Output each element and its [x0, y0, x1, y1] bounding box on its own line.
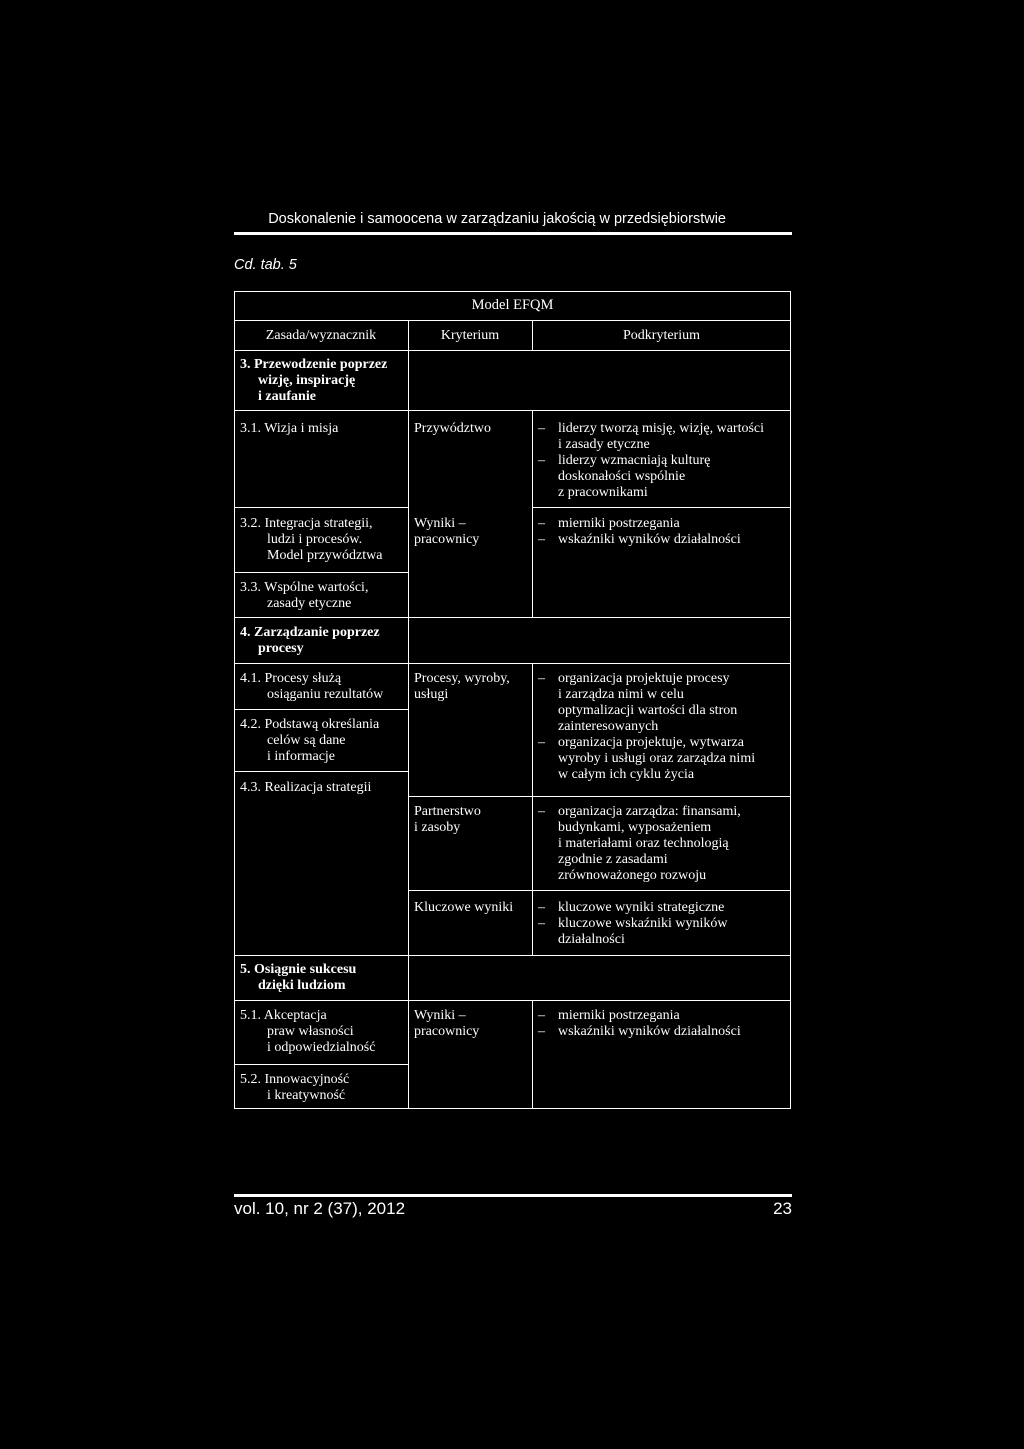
cell-line: 4. Zarządzanie poprzez — [240, 625, 380, 640]
criterion-processes — [414, 671, 510, 703]
cell-line: praw własności — [267, 1024, 354, 1039]
cell-line: Procesy, wyroby, — [414, 671, 510, 686]
list-item: – kluczowe wskaźniki wyników — [538, 916, 728, 932]
col-header-podkryterium: Podkryterium — [623, 328, 700, 343]
list-item-cont: doskonałości wspólnie — [558, 469, 686, 484]
cell-line: Partnerstwo — [414, 804, 481, 819]
cell-line: 5. Osiągnie sukcesu — [240, 962, 357, 977]
table-border-top — [234, 291, 791, 292]
criterion-results-people — [414, 516, 479, 548]
page-number: 23 — [773, 1199, 792, 1218]
table-rule — [234, 350, 791, 351]
cell-line: pracownicy — [414, 1024, 480, 1039]
subcriterion-4-2 — [538, 804, 741, 884]
principle-4-2 — [240, 717, 379, 765]
cell-line: Przywództwo — [414, 421, 491, 436]
list-item-cont: z pracownikami — [558, 485, 648, 500]
cell-line: celów są dane — [267, 733, 346, 748]
footer-rule — [234, 1194, 792, 1197]
table-rule — [408, 796, 791, 797]
subcriterion-4-1 — [538, 671, 755, 783]
cell-line: procesy — [258, 641, 304, 656]
list-item-cont: wyroby i usługi oraz zarządza nimi — [558, 751, 756, 766]
principle-5 — [240, 962, 356, 994]
cell-line: 4.1. Procesy służą — [240, 671, 342, 686]
table-border-left — [234, 291, 235, 1109]
list-item-cont: działalności — [558, 932, 625, 947]
table-col-divider — [532, 663, 533, 955]
footer-volume: vol. 10, nr 2 (37), 2012 — [234, 1199, 406, 1218]
cell-line: osiąganiu rezultatów — [267, 687, 384, 702]
cell-line: i informacje — [267, 749, 336, 764]
list-item-cont: i zasady etyczne — [558, 437, 650, 452]
cell-line: 5.2. Innowacyjność — [240, 1072, 350, 1087]
list-item-cont: zainteresowanych — [558, 719, 659, 734]
cell-line: dzięki ludziom — [258, 978, 346, 993]
subcriterion-4-3 — [538, 900, 728, 948]
principle-3-2 — [240, 516, 382, 564]
principle-4-1 — [240, 671, 383, 703]
table-title: Model EFQM — [471, 297, 554, 313]
table-rule — [234, 572, 408, 573]
subcriterion-5-1 — [538, 1008, 741, 1040]
table-border-right — [790, 291, 791, 1109]
cell-line: Kluczowe wyniki — [414, 900, 514, 915]
cell-line: 3.2. Integracja strategii, — [240, 516, 373, 531]
table-rule — [234, 320, 791, 321]
table-col-divider — [532, 410, 533, 617]
cell-line: i zaufanie — [258, 389, 316, 404]
table-continuation-label: Cd. tab. 5 — [234, 257, 297, 273]
table-rule — [532, 507, 791, 508]
running-header: Doskonalenie i samoocena w zarządzaniu jakością w przedsiębiorstwie — [268, 211, 726, 227]
table-rule — [234, 507, 408, 508]
cell-line: Model przywództwa — [267, 548, 383, 563]
cell-line: usługi — [414, 687, 449, 702]
cell-line: 3.3. Wspólne wartości, — [240, 580, 369, 595]
list-item-cont: zrównoważonego rozwoju — [558, 868, 707, 883]
table-rule — [234, 955, 791, 956]
list-item: – wskaźniki wyników działalności — [538, 532, 741, 548]
criterion-leadership — [414, 421, 491, 437]
list-item: – organizacja projektuje, wytwarza — [538, 735, 755, 751]
cell-line: 3.1. Wizja i misja — [240, 421, 339, 436]
list-item: – organizacja projektuje procesy — [538, 671, 755, 687]
cell-line: Wyniki – — [414, 516, 466, 531]
list-item: – mierniki postrzegania — [538, 516, 741, 532]
subcriterion-3-2 — [538, 516, 741, 548]
table-rule — [234, 1000, 791, 1001]
cell-line: i zasoby — [414, 820, 461, 835]
table-rule — [234, 771, 408, 772]
list-item: – organizacja zarządza: finansami, — [538, 804, 741, 820]
list-item: – mierniki postrzegania — [538, 1008, 741, 1024]
criterion-partnership — [414, 804, 481, 836]
list-item: – liderzy wzmacniają kulturę — [538, 453, 764, 469]
table-rule — [234, 663, 791, 664]
principle-3 — [240, 357, 387, 405]
list-item: – wskaźniki wyników działalności — [538, 1024, 741, 1040]
principle-4-3 — [240, 780, 371, 796]
table-rule — [234, 617, 791, 618]
table-rule — [234, 410, 791, 411]
list-item-cont: zgodnie z zasadami — [558, 852, 668, 867]
principle-3-3 — [240, 580, 368, 612]
list-item-cont: i materiałami oraz technologią — [558, 836, 729, 851]
cell-line: i kreatywność — [267, 1088, 346, 1103]
cell-line: pracownicy — [414, 532, 480, 547]
table-border-bottom — [234, 1108, 791, 1109]
cell-line: 4.2. Podstawą określania — [240, 717, 380, 732]
cell-line: wizję, inspirację — [258, 373, 356, 388]
list-item: – liderzy tworzą misję, wizję, wartości — [538, 421, 764, 437]
table-rule — [234, 709, 408, 710]
table-col-divider — [408, 320, 409, 1109]
col-header-zasada: Zasada/wyznacznik — [265, 328, 377, 343]
cell-line: 5.1. Akceptacja — [240, 1008, 327, 1023]
col-header-kryterium: Kryterium — [440, 328, 500, 343]
list-item: – kluczowe wyniki strategiczne — [538, 900, 728, 916]
principle-3-1 — [240, 421, 338, 437]
criterion-key-results — [414, 900, 513, 916]
table-rule — [408, 890, 791, 891]
list-item-cont: optymalizacji wartości dla stron — [558, 703, 738, 718]
cell-line: 3. Przewodzenie poprzez — [240, 357, 388, 372]
table-rule — [234, 1064, 408, 1065]
principle-5-2 — [240, 1072, 349, 1104]
cell-line: ludzi i procesów. — [267, 532, 363, 547]
table-col-divider — [532, 1000, 533, 1108]
header-rule — [234, 232, 792, 235]
cell-line: i odpowiedzialność — [267, 1040, 376, 1055]
criterion-results-people-2 — [414, 1008, 479, 1040]
principle-5-1 — [240, 1008, 375, 1056]
cell-line: Wyniki – — [414, 1008, 466, 1023]
list-item-cont: w całym ich cyklu życia — [558, 767, 695, 782]
cell-line: 4.3. Realizacja strategii — [240, 780, 372, 795]
cell-line: zasady etyczne — [267, 596, 352, 611]
principle-4 — [240, 625, 380, 657]
list-item-cont: budynkami, wyposażeniem — [558, 820, 712, 835]
list-item-cont: i zarządza nimi w celu — [558, 687, 684, 702]
subcriterion-3-1 — [538, 421, 764, 501]
